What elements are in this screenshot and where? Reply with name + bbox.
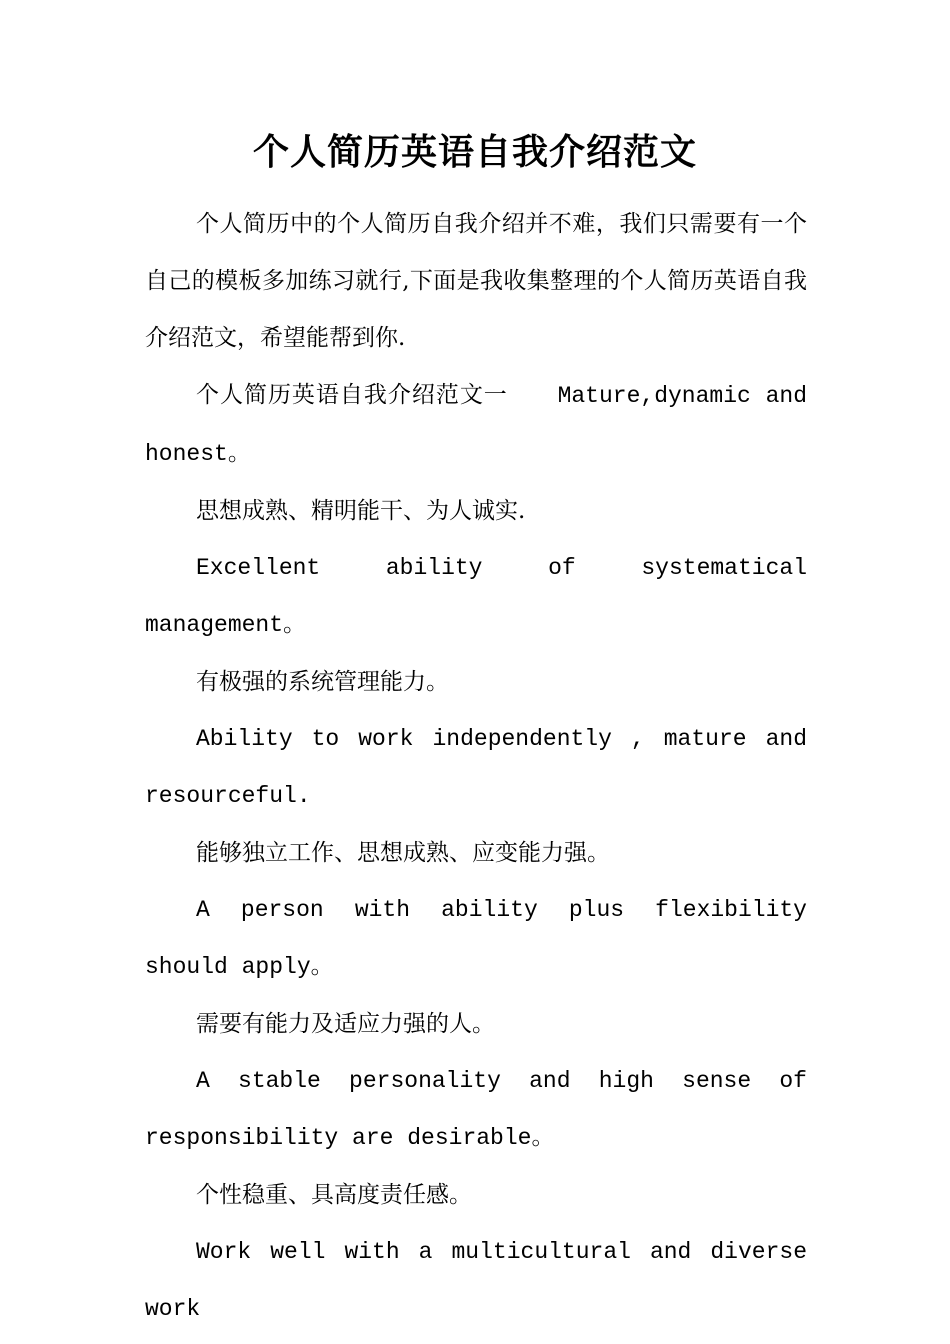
english-paragraph: Excellent ability of systematical management。: [145, 555, 807, 638]
intro-paragraph: 个人简历中的个人简历自我介绍并不难，我们只需要有一个自己的模板多加练习就行,下面是我收集整理的个人简历英语自我介绍范文，希望能帮到你.: [145, 211, 807, 351]
translation-paragraph: 需要有能力及适应力强的人。: [196, 1011, 495, 1037]
english-paragraph: Ability to work independently , mature and resourceful.: [145, 726, 807, 809]
section-heading-paragraph: [145, 367, 807, 483]
section-heading-zh: 个人简历英语自我介绍范文一: [196, 382, 508, 408]
translation-paragraph: 能够独立工作、思想成熟、应变能力强。: [196, 840, 610, 866]
english-paragraph: A person with ability plus flexibility should apply。: [145, 897, 807, 980]
section-heading-en: Mature,dynamic and honest。: [145, 383, 808, 467]
translation-paragraph: 有极强的系统管理能力。: [196, 669, 449, 695]
translation-paragraph: 思想成熟、精明能干、为人诚实.: [196, 498, 526, 524]
document-body: [145, 196, 807, 1338]
translation-paragraph: 个性稳重、具高度责任感。: [196, 1182, 472, 1208]
document-title: 个人简历英语自我介绍范文: [252, 131, 697, 173]
english-paragraph: Work well with a multicultural and diverse work: [145, 1239, 807, 1322]
english-paragraph: A stable personality and high sense of responsibility are desirable。: [145, 1068, 807, 1151]
